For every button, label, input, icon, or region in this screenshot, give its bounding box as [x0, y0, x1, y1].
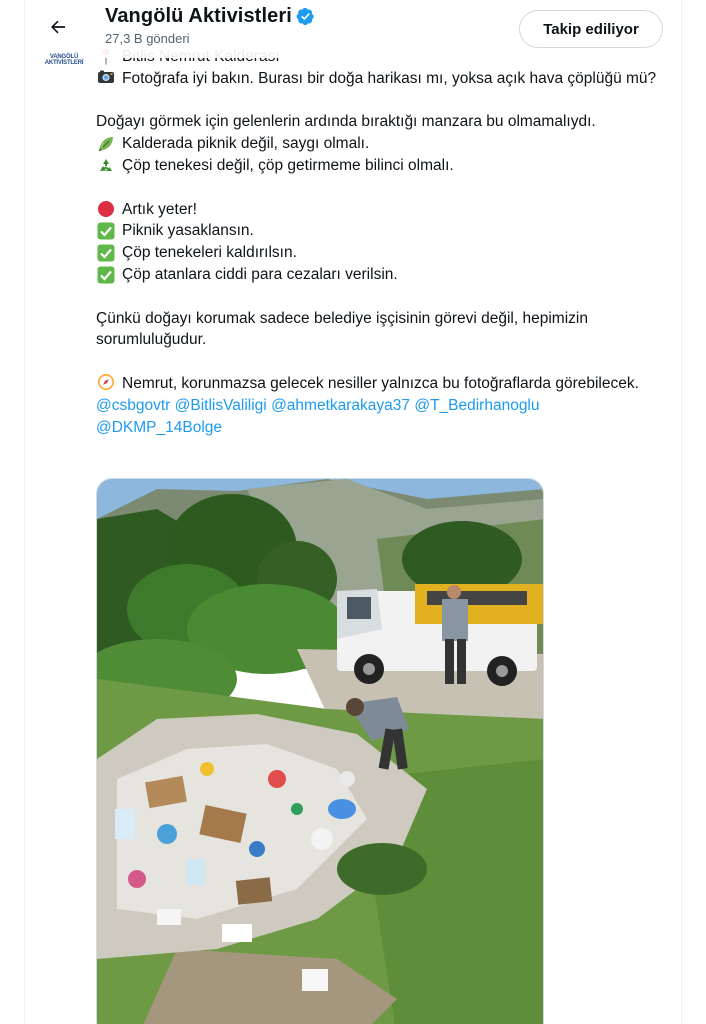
tweet-line-demand-2	[96, 242, 666, 264]
tweet-line-responsibility	[96, 308, 666, 352]
blank-line	[96, 177, 666, 199]
post-count: 27,3 B gönderi	[105, 31, 190, 46]
mention-t-bedirhanoglu[interactable]: @T_Bedirhanoglu	[414, 396, 540, 414]
leaf-icon	[96, 135, 116, 153]
check-mark-icon	[96, 222, 116, 240]
landscape-text: Doğayı görmek için gelenlerin ardında bıraktığı manzara bu olmamalıydı.	[96, 113, 596, 131]
avatar-text: VANGÖLÜ AKTİVİSTLERİ	[44, 54, 84, 66]
mention-bitlisvaliligi[interactable]: @BitlisValiligi	[174, 396, 267, 414]
compass-icon	[96, 373, 116, 391]
check-mark-icon	[96, 266, 116, 284]
question-text: Fotoğrafa iyi bakın. Burası bir doğa harikası mı, yoksa açık hava çöplüğü mü?	[122, 69, 657, 87]
blank-line	[96, 90, 666, 112]
awareness-text: Çöp tenekesi değil, çöp getirmeme bilinci olmalı.	[122, 156, 454, 174]
camera-icon	[96, 68, 116, 86]
responsibility-text: Çünkü doğayı korumak sadece belediye işçisinin görevi değil, hepimizin sorumluluğudur.	[96, 309, 588, 349]
tweet-line-demand-3	[96, 264, 666, 286]
tweet-line-landscape	[96, 111, 666, 133]
following-button[interactable]: Takip ediliyor	[519, 10, 663, 48]
future-text: Nemrut, korunmazsa gelecek nesiller yalnızca bu fotoğraflarda görebilecek.	[122, 374, 639, 392]
tweet-line-awareness	[96, 155, 666, 177]
profile-header	[25, 0, 681, 58]
tweet-line-future	[96, 373, 666, 438]
tweet-photo[interactable]	[96, 478, 544, 1024]
demand-3-text: Çöp atanlara ciddi para cezaları verilsin.	[122, 265, 398, 283]
timeline-border-right	[681, 0, 682, 1024]
recycle-icon	[96, 157, 116, 175]
timeline-border-left	[24, 0, 25, 1024]
demand-1-text: Piknik yasaklansın.	[122, 222, 254, 240]
back-button[interactable]	[41, 10, 75, 44]
arrow-left-icon	[48, 17, 68, 37]
profile-title-block	[105, 5, 315, 46]
tweet-line-enough	[96, 199, 666, 221]
mention-csbgovtr[interactable]: @csbgovtr	[96, 396, 171, 414]
blank-line	[96, 351, 666, 373]
tweet-line-demand-1	[96, 220, 666, 242]
profile-name: Vangölü Aktivistleri	[105, 5, 292, 27]
tweet-line-question	[96, 68, 666, 90]
mention-dkmp-14bolge[interactable]: @DKMP_14Bolge	[96, 418, 223, 436]
avatar[interactable]	[44, 40, 84, 80]
respect-text: Kalderada piknik değil, saygı olmalı.	[122, 135, 370, 153]
enough-text: Artık yeter!	[122, 200, 197, 218]
check-mark-icon	[96, 244, 116, 262]
tweet-photo-drawing	[97, 479, 544, 1024]
tweet-line-respect	[96, 133, 666, 155]
red-circle-icon	[96, 200, 116, 218]
tweet-text	[96, 46, 666, 438]
demand-2-text: Çöp tenekeleri kaldırılsın.	[122, 244, 297, 262]
mention-ahmetkarakaya37[interactable]: @ahmetkarakaya37	[271, 396, 411, 414]
blank-line	[96, 286, 666, 308]
verified-badge-icon	[296, 7, 315, 26]
